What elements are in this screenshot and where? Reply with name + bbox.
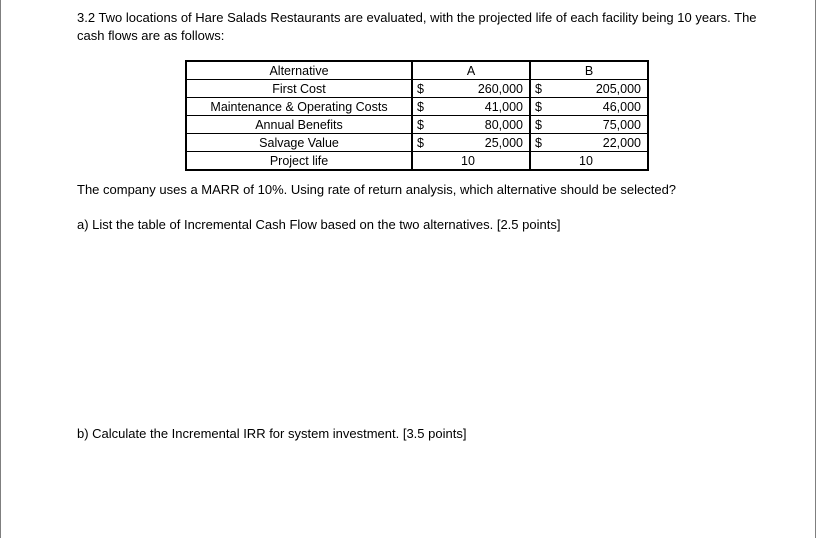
currency-b: $ [530,98,557,116]
header-b: B [530,61,648,80]
value-b: 75,000 [557,116,648,134]
row-label: Project life [186,152,412,171]
currency-b: $ [530,116,557,134]
table-row [186,116,648,134]
cash-flow-table [185,60,649,171]
part-b-question: b) Calculate the Incremental IRR for system investment. [3.5 points] [77,426,467,441]
row-label: Annual Benefits [186,116,412,134]
value-a: 25,000 [439,134,530,152]
value-b: 205,000 [557,80,648,98]
currency-b: $ [530,80,557,98]
value-a: 80,000 [439,116,530,134]
table-row [186,80,648,98]
question-intro: 3.2 Two locations of Hare Salads Restaurants are evaluated, with the projected life of each facility being 10 years. The cash flows are as follows: [77,10,757,43]
header-alternative: Alternative [186,61,412,80]
marr-question: The company uses a MARR of 10%. Using rate of return analysis, which alternative should be selected? [77,182,677,197]
table-row [186,134,648,152]
currency-a: $ [412,116,439,134]
value-b: 22,000 [557,134,648,152]
value-a: 41,000 [439,98,530,116]
value-a: 260,000 [439,80,530,98]
table-row-life [186,152,648,171]
table-header-row [186,61,648,80]
currency-a: $ [412,98,439,116]
row-label: Maintenance & Operating Costs [186,98,412,116]
currency-a: $ [412,134,439,152]
value-b: 46,000 [557,98,648,116]
part-a-question: a) List the table of Incremental Cash Flow based on the two alternatives. [2.5 points] [77,217,561,232]
life-b: 10 [579,153,593,168]
currency-a: $ [412,80,439,98]
currency-b: $ [530,134,557,152]
row-label: Salvage Value [186,134,412,152]
life-a: 10 [412,152,530,171]
row-label: First Cost [186,80,412,98]
header-a: A [412,61,530,80]
table-row [186,98,648,116]
